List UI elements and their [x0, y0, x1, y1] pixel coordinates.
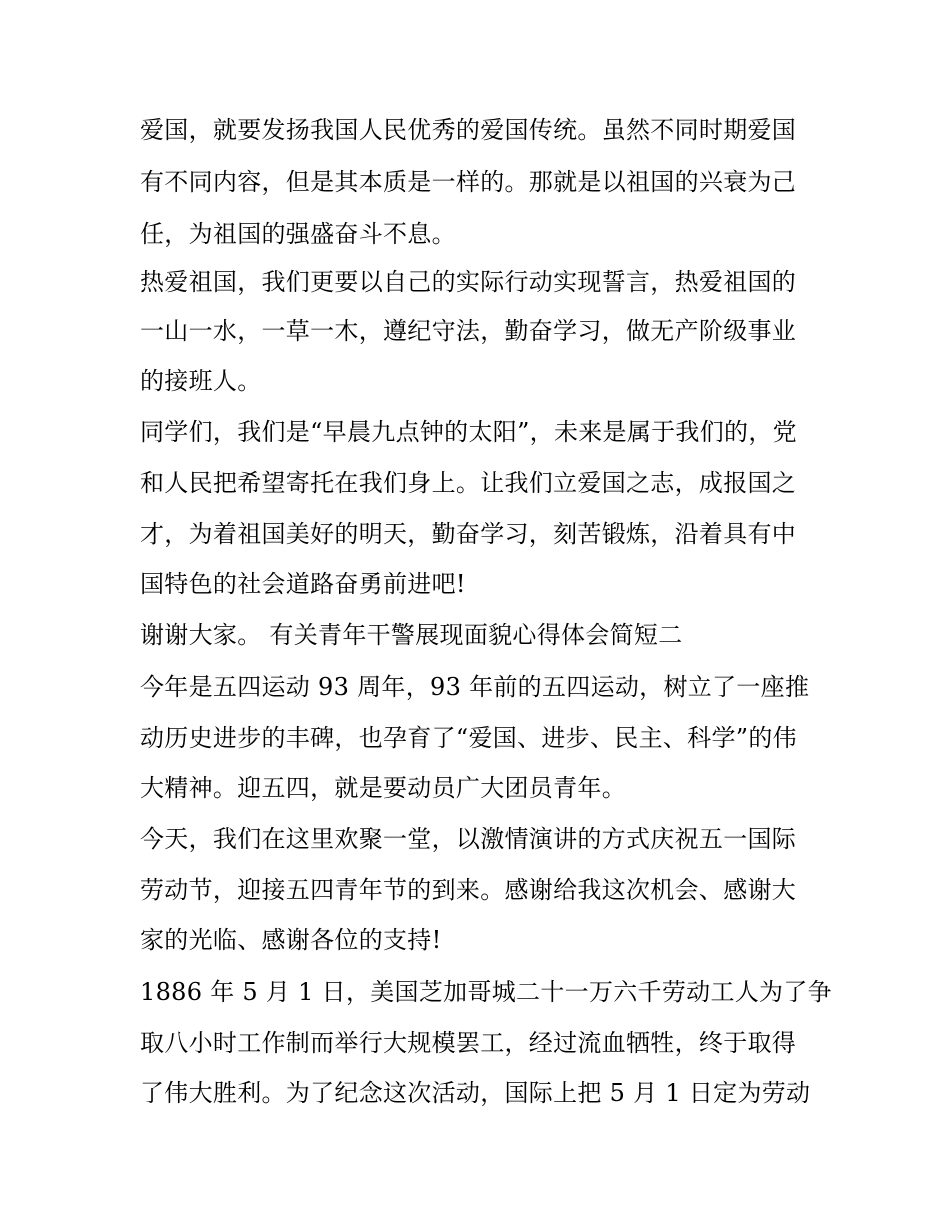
text-line: 家的光临、感谢各位的支持!	[140, 926, 442, 954]
text-line: 取八小时工作制而举行大规模罢工，经过流血牺牲，终于取得	[140, 1029, 797, 1057]
text-line: 热爱祖国，我们更要以自己的实际行动实现誓言，热爱祖国的	[140, 268, 797, 296]
text-line: 动历史进步的丰碑，也孕育了“爱国、进步、民主、科学”的伟	[140, 724, 797, 752]
text-line: 爱国，就要发扬我国人民优秀的爱国传统。虽然不同时期爱国	[140, 116, 797, 144]
text-line: 了伟大胜利。为了纪念这次活动，国际上把 5 月 1 日定为劳动	[140, 1079, 811, 1107]
text-line: 国特色的社会道路奋勇前进吧!	[140, 570, 466, 598]
text-line: 同学们，我们是“早晨九点钟的太阳”，未来是属于我们的，党	[140, 418, 797, 446]
text-line: 有不同内容，但是其本质是一样的。那就是以祖国的兴衰为己	[140, 168, 797, 196]
text-line: 才，为着祖国美好的明天，勤奋学习，刻苦锻炼，沿着具有中	[140, 520, 797, 548]
text-line: 任，为祖国的强盛奋斗不息。	[140, 220, 456, 248]
text-line: 今天，我们在这里欢聚一堂，以激情演讲的方式庆祝五一国际	[140, 825, 797, 853]
text-line: 1886 年 5 月 1 日，美国芝加哥城二十一万六千劳动工人为了争	[140, 978, 832, 1006]
text-line: 劳动节，迎接五四青年节的到来。感谢给我这次机会、感谢大	[140, 876, 797, 904]
text-line: 和人民把希望寄托在我们身上。让我们立爱国之志，成报国之	[140, 469, 797, 497]
text-line: 谢谢大家。 有关青年干警展现面貌心得体会简短二	[140, 621, 683, 649]
text-line: 一山一水，一草一木，遵纪守法，勤奋学习，做无产阶级事业	[140, 317, 797, 345]
text-line: 大精神。迎五四，就是要动员广大团员青年。	[140, 774, 626, 802]
text-line: 的接班人。	[140, 367, 262, 395]
text-line: 今年是五四运动 93 周年，93 年前的五四运动，树立了一座推	[140, 673, 810, 701]
